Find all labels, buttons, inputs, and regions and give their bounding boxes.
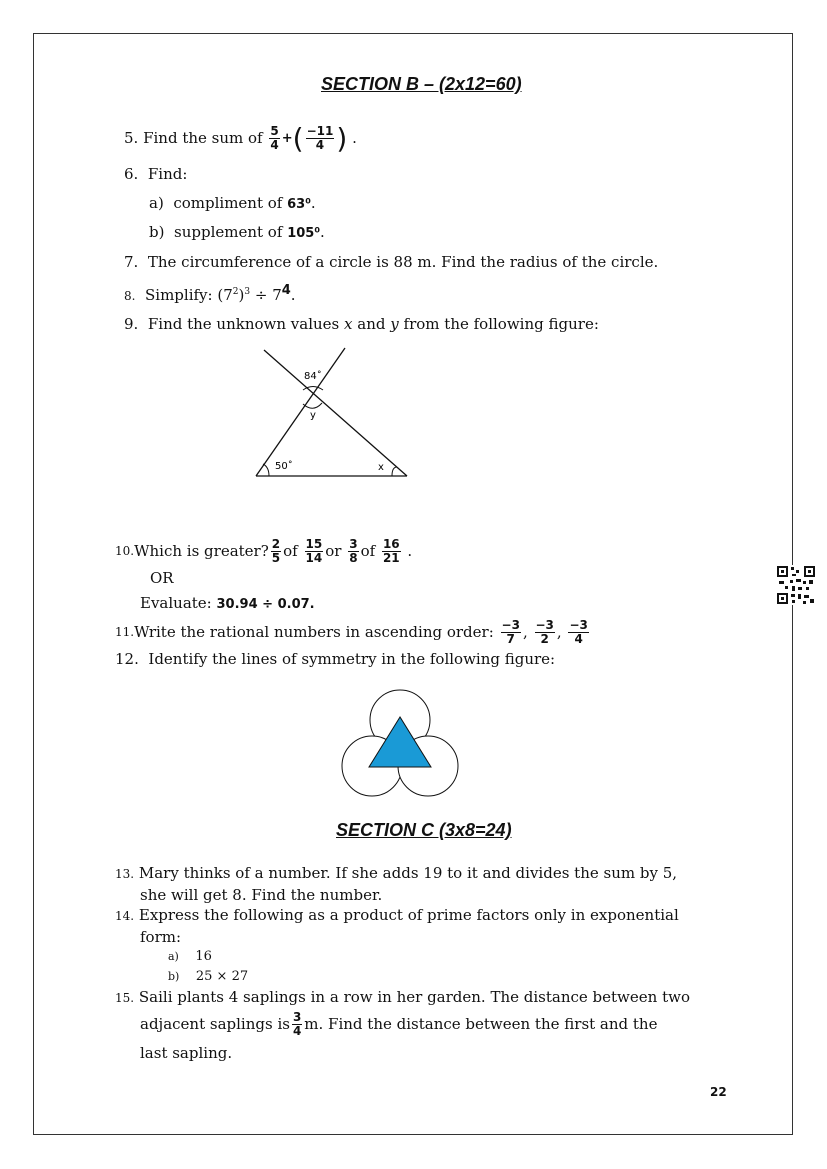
question-number: 13. [115,867,135,881]
question-14a: a) 16 [168,949,212,964]
question-number: 7. [124,253,139,271]
question-number: 5. [124,129,139,147]
question-number: 15. [115,991,135,1005]
question-number: 6. [124,165,139,183]
question-14: 14. Express the following as a product of prime factors only in exponential [115,906,679,924]
math-expression: $(7^2)^3 \div 7^4$ [217,283,291,304]
question-number: 11. [115,625,135,639]
question-7 [124,253,658,271]
page-number: 22 [710,1085,727,1099]
angle-50-label: 50˚ [275,461,293,472]
question-6a: a) compliment of 63⁰. [149,194,316,212]
question-text: Find: [147,165,188,183]
section-b-heading: SECTION B – (2x12=60) [321,74,522,94]
question-11: 11. Write the rational numbers in ascending order: $\frac{-3}{7}$ , $\frac{-3}{2}$ , $\frac{-3}{4}$ [115,617,588,646]
question-12: 12. Identify the lines of symmetry in the following figure: [115,650,556,668]
question-13-line2: she will get 8. Find the number. [140,886,383,904]
question-13: 13. Mary thinks of a number. If she adds 19 to it and divides the sum by 5, [115,864,677,882]
question-14-line2: form: [140,928,182,946]
question-text: Simplify: [145,286,213,304]
fraction-5-4: $\frac{5}{4}$ [270,123,279,152]
fraction-minus11-4: $\frac{-11}{4}$ [306,123,334,152]
question-8: 8. Simplify: $(7^2)^3 \div 7^4$. [124,283,296,304]
question-9: 9. Find the unknown values x and y from the following figure: [124,315,599,333]
plus-sign: + [281,130,293,146]
qr-code-icon [776,565,816,605]
question-15-line2: adjacent saplings is $\frac{3}{4}$ m. Find the distance between the first and the [140,1009,658,1038]
page-border [33,33,793,1135]
symmetry-figure [338,686,462,800]
question-5: 5. Find the sum of $\frac{5}{4}$ + ( $\frac{-11}{4}$ ) . [124,121,357,155]
question-6b: b) supplement of 105⁰. [149,223,325,241]
question-number: 8. [124,289,136,303]
question-15-line3: last sapling. [140,1044,233,1062]
question-number: 10. [115,544,135,558]
angle-x-label: x [378,462,384,473]
question-text: Find the sum of [143,129,263,147]
question-text: The circumference of a circle is 88 m. Find the radius of the circle. [147,253,659,271]
triangle-figure [250,343,420,483]
question-6 [124,165,187,183]
or-divider: OR [150,569,174,587]
question-number: 14. [115,909,135,923]
section-c-heading: SECTION C (3x8=24) [336,820,512,840]
question-number: 9. [124,315,139,333]
question-15: 15. Saili plants 4 saplings in a row in her garden. The distance between two [115,988,690,1006]
question-10-alt: Evaluate: 30.94 ÷ 0.07. [140,594,315,612]
question-10: 10. Which is greater? $\frac{2}{5}$ of $\frac{15}{14}$ or $\frac{3}{8}$ of $\frac{16}{21}$ . [115,536,413,565]
angle-84-label: 84˚ [304,371,322,382]
angle-y-label: y [310,410,316,421]
question-14b: b) 25 × 27 [168,969,249,984]
question-number: 12. [115,650,139,668]
